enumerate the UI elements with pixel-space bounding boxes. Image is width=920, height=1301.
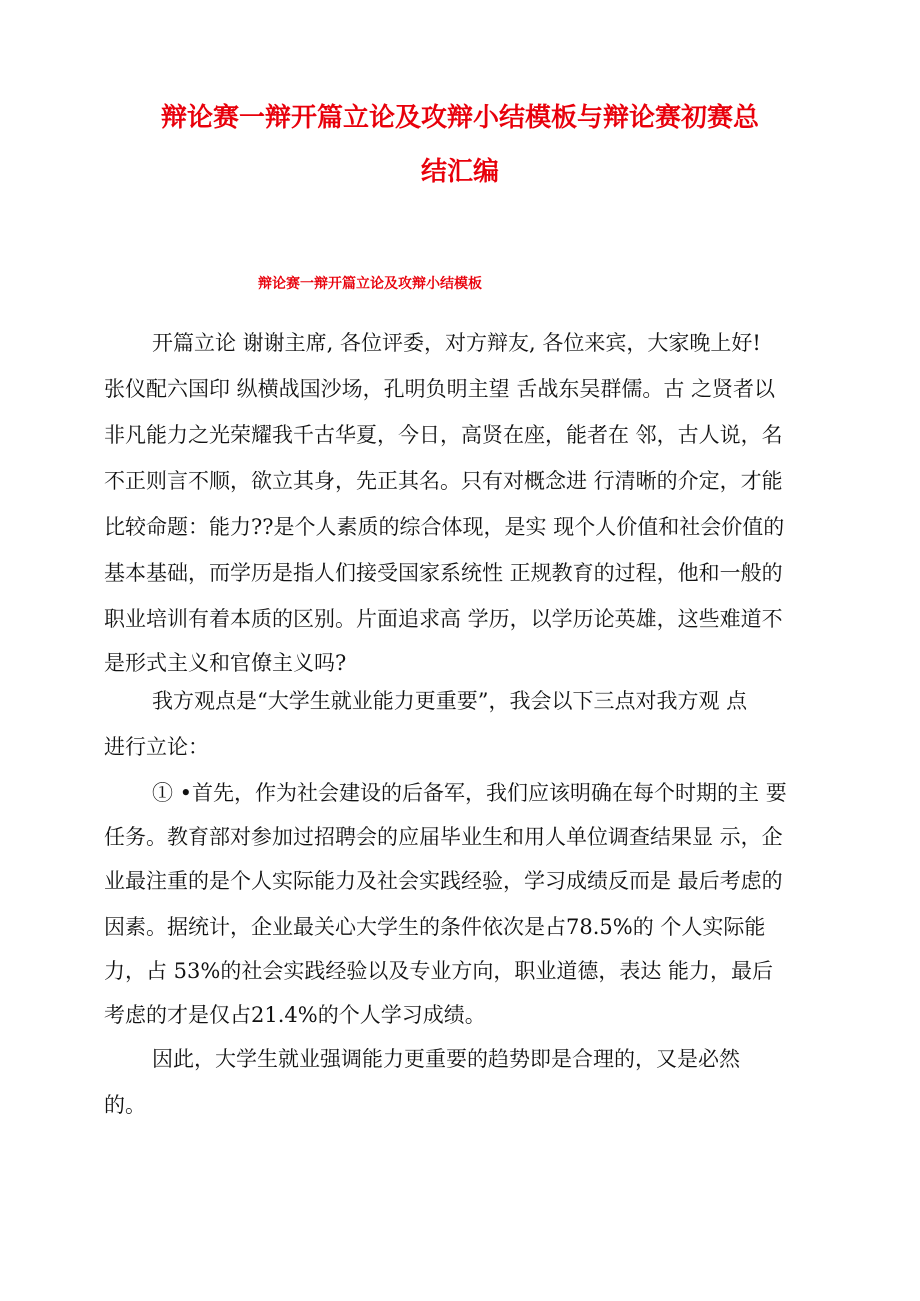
paragraph-line: 力，占 53%的社会实践经验以及专业方向，职业道德，表达 能力，最后 <box>104 959 774 983</box>
paragraph-line: 业最注重的是个人实际能力及社会实践经验，学习成绩反而是 最后考虑的 <box>104 869 783 893</box>
paragraph-line: 考虑的才是仅占21.4%的个人学习成绩。 <box>104 1003 486 1027</box>
document-title-line-1: 辩论赛一辩开篇立论及攻辩小结模板与辩论赛初赛总 <box>160 103 759 133</box>
paragraph-line: 的。 <box>104 1093 146 1117</box>
paragraph-line: 因素。据统计，企业最关心大学生的条件依次是占78.5%的 个人实际能 <box>104 915 766 939</box>
paragraph-line: 基本基础，而学历是指人们接受国家系统性 正规教育的过程，他和一般的 <box>104 561 783 585</box>
paragraph-line: 开篇立论 谢谢主席, 各位评委，对方辩友, 各位来宾，大家晚上好! <box>152 331 761 355</box>
paragraph-line: 任务。教育部对参加过招聘会的应届毕业生和用人单位调查结果显 示，企 <box>104 825 783 849</box>
paragraph-line: 是形式主义和官僚主义吗? <box>104 651 347 675</box>
paragraph-line: 我方观点是“大学生就业能力更重要”，我会以下三点对我方观 点 <box>152 689 748 713</box>
paragraph-line: 比较命题：能力??是个人素质的综合体现，是实 现个人价值和社会价值的 <box>104 515 785 539</box>
document-title-line-2: 结汇编 <box>420 157 499 187</box>
section-subtitle: 辩论赛一辩开篇立论及攻辩小结模板 <box>258 276 482 292</box>
paragraph-line: 非凡能力之光荣耀我千古华夏，今日，高贤在座，能者在 邻，古人说，名 <box>104 423 783 447</box>
paragraph-line: 职业培训有着本质的区别。片面追求高 学历，以学历论英雄，这些难道不 <box>104 607 783 631</box>
paragraph-line: 因此，大学生就业强调能力更重要的趋势即是合理的，又是必然 <box>152 1047 740 1071</box>
paragraph-line: 不正则言不顺，欲立其身，先正其名。只有对概念进 行清晰的介定，才能 <box>104 469 783 493</box>
paragraph-line: 张仪配六国印 纵横战国沙场，孔明负明主望 舌战东吴群儒。古 之贤者以 <box>104 377 776 401</box>
paragraph-line: 进行立论： <box>104 735 209 759</box>
paragraph-line: ① •首先，作为社会建设的后备军，我们应该明确在每个时期的主 要 <box>152 781 787 805</box>
